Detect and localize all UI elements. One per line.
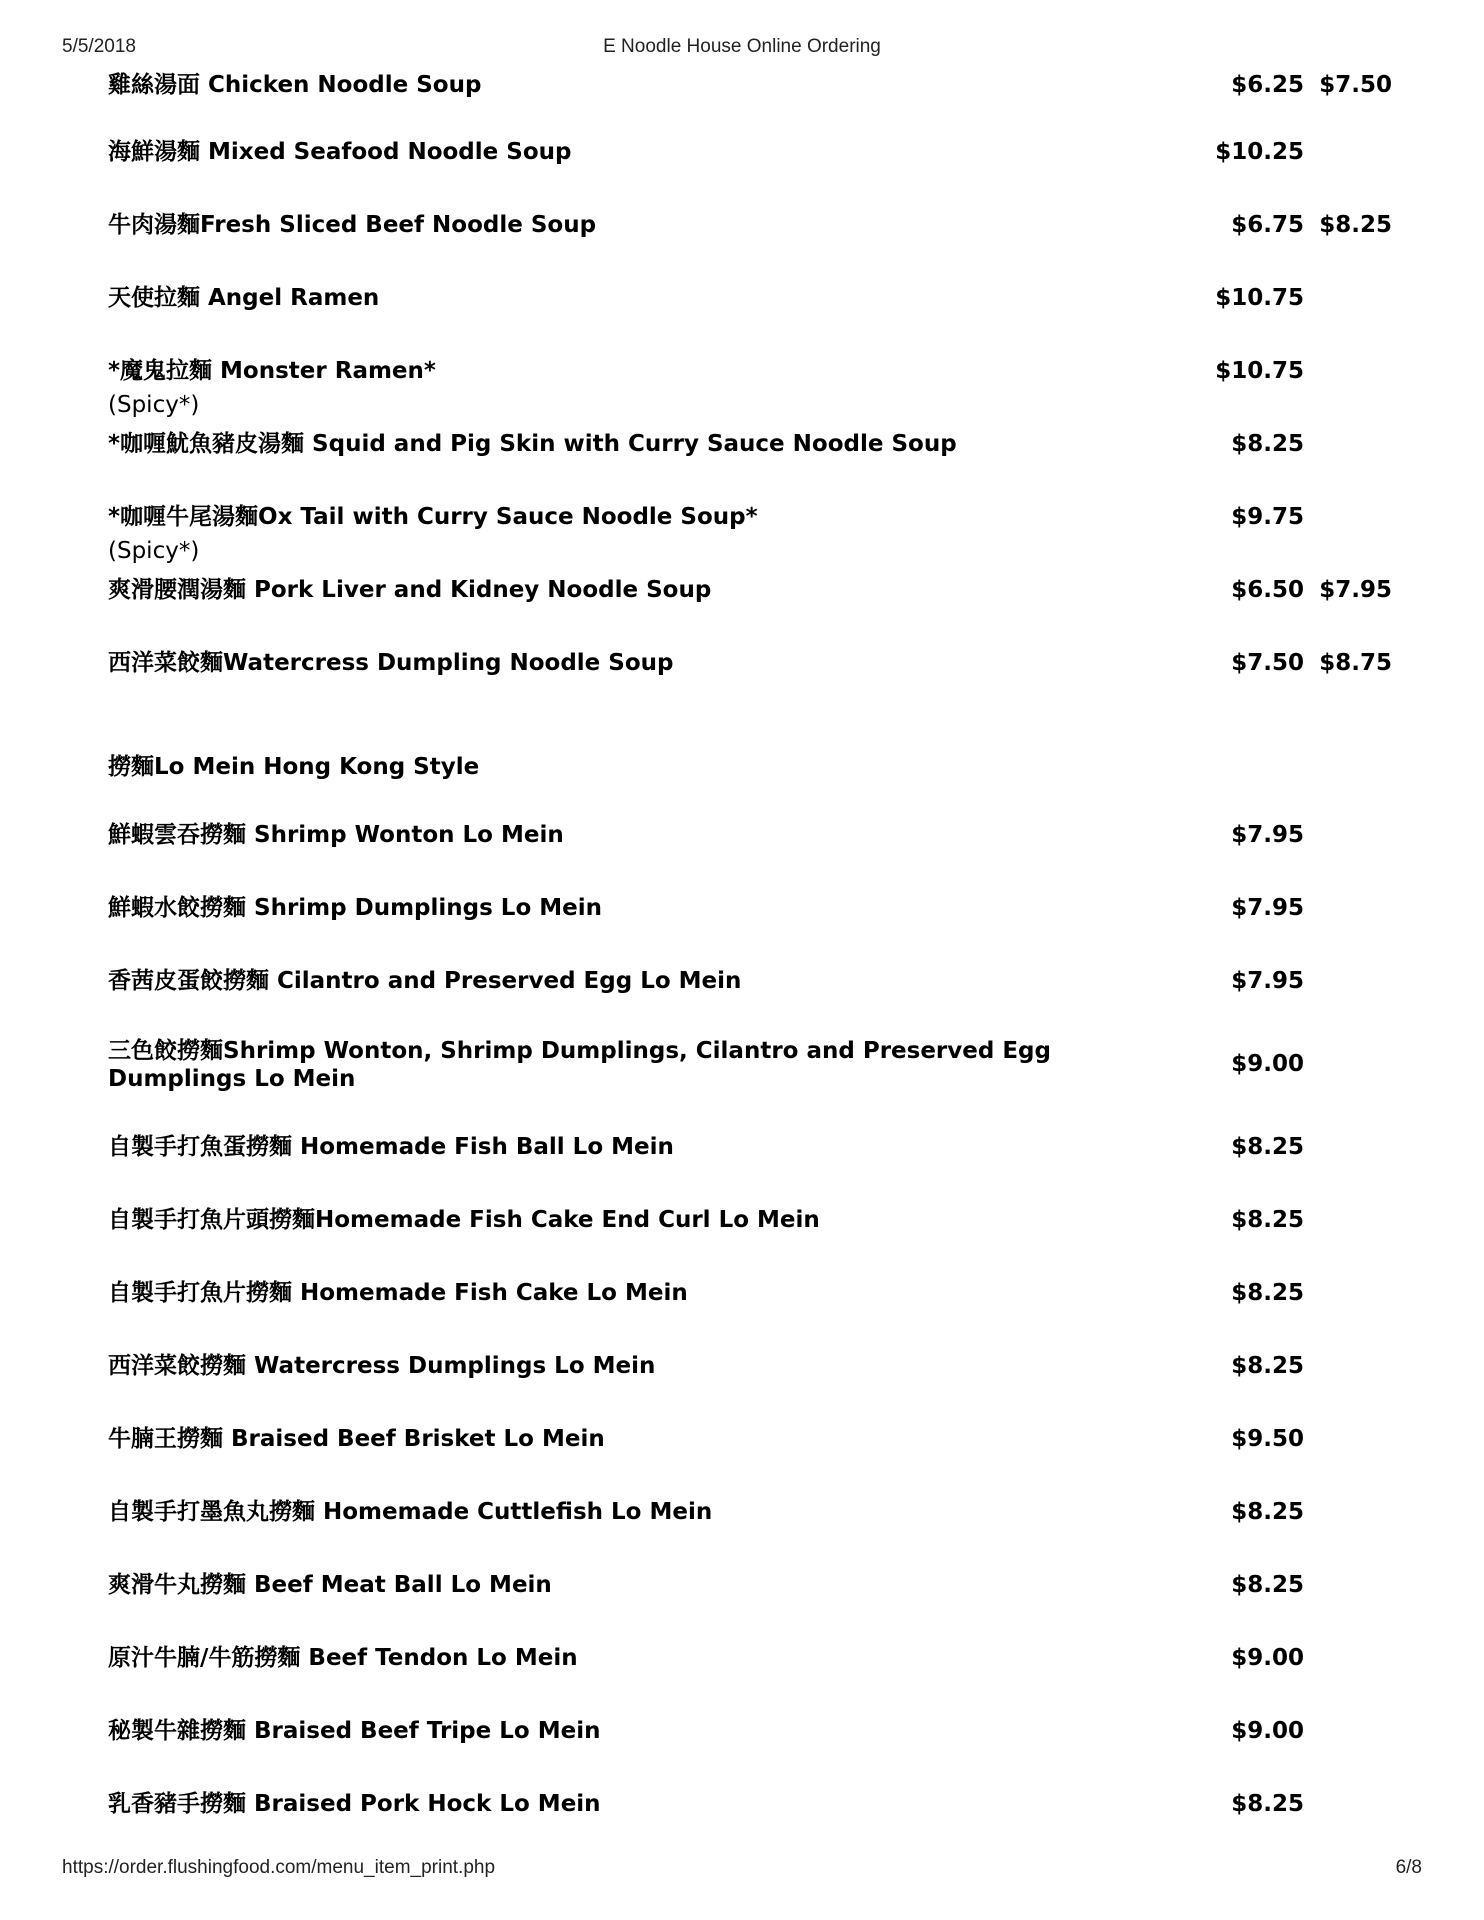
item-price: $8.25 bbox=[1231, 1572, 1304, 1598]
item-price: $7.95 bbox=[1231, 895, 1304, 921]
item-note: (Spicy*) bbox=[108, 392, 200, 418]
item-price-large: $7.95 bbox=[1319, 577, 1392, 603]
item-price-large: $8.75 bbox=[1319, 650, 1392, 676]
item-name: 海鮮湯麵 Mixed Seafood Noodle Soup bbox=[108, 139, 572, 165]
page-title: E Noodle House Online Ordering bbox=[603, 36, 881, 57]
page-url: https://order.flushingfood.com/menu_item_print.php bbox=[62, 1857, 496, 1878]
item-price: $9.00 bbox=[1231, 1645, 1304, 1671]
item-name: *咖喱魷魚豬皮湯麵 Squid and Pig Skin with Curry Sauce Noodle Soup bbox=[108, 431, 957, 457]
item-price: $8.25 bbox=[1231, 1207, 1304, 1233]
item-name: *魔鬼拉麵 Monster Ramen* bbox=[108, 358, 436, 384]
item-name: 西洋菜餃撈麵 Watercress Dumplings Lo Mein bbox=[108, 1353, 656, 1379]
item-price: $8.25 bbox=[1231, 1791, 1304, 1817]
item-price: $9.00 bbox=[1231, 1718, 1304, 1744]
item-name: 秘製牛雜撈麵 Braised Beef Tripe Lo Mein bbox=[108, 1718, 601, 1744]
item-price: $9.00 bbox=[1231, 1051, 1304, 1077]
item-price-small: $6.75 bbox=[1231, 212, 1304, 238]
item-price: $7.95 bbox=[1231, 968, 1304, 994]
item-price-small: $6.25 bbox=[1231, 72, 1304, 98]
item-name: 三色餃撈麵Shrimp Wonton, Shrimp Dumplings, Cilantro and Preserved Egg Dumplings Lo Mein bbox=[108, 1038, 1051, 1092]
item-name: 爽滑牛丸撈麵 Beef Meat Ball Lo Mein bbox=[108, 1572, 552, 1598]
item-name: 自製手打魚片頭撈麵Homemade Fish Cake End Curl Lo Mein bbox=[108, 1207, 820, 1233]
item-name: 香茜皮蛋餃撈麵 Cilantro and Preserved Egg Lo Mein bbox=[108, 968, 742, 994]
item-price-small: $6.50 bbox=[1231, 577, 1304, 603]
item-price: $7.95 bbox=[1231, 822, 1304, 848]
item-name: 自製手打墨魚丸撈麵 Homemade Cuttlefish Lo Mein bbox=[108, 1499, 713, 1525]
item-price-small: $10.75 bbox=[1215, 285, 1304, 311]
item-price-small: $9.75 bbox=[1231, 504, 1304, 530]
item-name: 爽滑腰潤湯麵 Pork Liver and Kidney Noodle Soup bbox=[108, 577, 712, 603]
item-price-large: $8.25 bbox=[1319, 212, 1392, 238]
item-name: 鮮蝦雲吞撈麵 Shrimp Wonton Lo Mein bbox=[108, 822, 564, 848]
item-name: 原汁牛腩/牛筋撈麵 Beef Tendon Lo Mein bbox=[108, 1645, 578, 1671]
item-price: $8.25 bbox=[1231, 1499, 1304, 1525]
page-number: 6/8 bbox=[1395, 1857, 1422, 1878]
item-price-small: $7.50 bbox=[1231, 650, 1304, 676]
item-price-large: $7.50 bbox=[1319, 72, 1392, 98]
item-name: 乳香豬手撈麵 Braised Pork Hock Lo Mein bbox=[108, 1791, 601, 1817]
item-name: *咖喱牛尾湯麵Ox Tail with Curry Sauce Noodle Soup* bbox=[108, 504, 758, 530]
item-price: $8.25 bbox=[1231, 1353, 1304, 1379]
item-note: (Spicy*) bbox=[108, 538, 200, 564]
item-price-small: $10.75 bbox=[1215, 358, 1304, 384]
item-price-small: $8.25 bbox=[1231, 431, 1304, 457]
item-price-small: $10.25 bbox=[1215, 139, 1304, 165]
item-name: 牛肉湯麵Fresh Sliced Beef Noodle Soup bbox=[108, 212, 597, 238]
item-name: 牛腩王撈麵 Braised Beef Brisket Lo Mein bbox=[108, 1426, 605, 1452]
item-name: 雞絲湯面 Chicken Noodle Soup bbox=[108, 72, 482, 98]
section-title: 撈麵Lo Mein Hong Kong Style bbox=[108, 754, 480, 780]
item-name: 天使拉麵 Angel Ramen bbox=[108, 285, 380, 311]
item-name: 自製手打魚蛋撈麵 Homemade Fish Ball Lo Mein bbox=[108, 1134, 674, 1160]
print-date: 5/5/2018 bbox=[62, 36, 136, 57]
item-price: $8.25 bbox=[1231, 1134, 1304, 1160]
item-name: 西洋菜餃麵Watercress Dumpling Noodle Soup bbox=[108, 650, 674, 676]
item-price: $8.25 bbox=[1231, 1280, 1304, 1306]
item-price: $9.50 bbox=[1231, 1426, 1304, 1452]
item-name: 鮮蝦水餃撈麵 Shrimp Dumplings Lo Mein bbox=[108, 895, 603, 921]
item-name: 自製手打魚片撈麵 Homemade Fish Cake Lo Mein bbox=[108, 1280, 688, 1306]
